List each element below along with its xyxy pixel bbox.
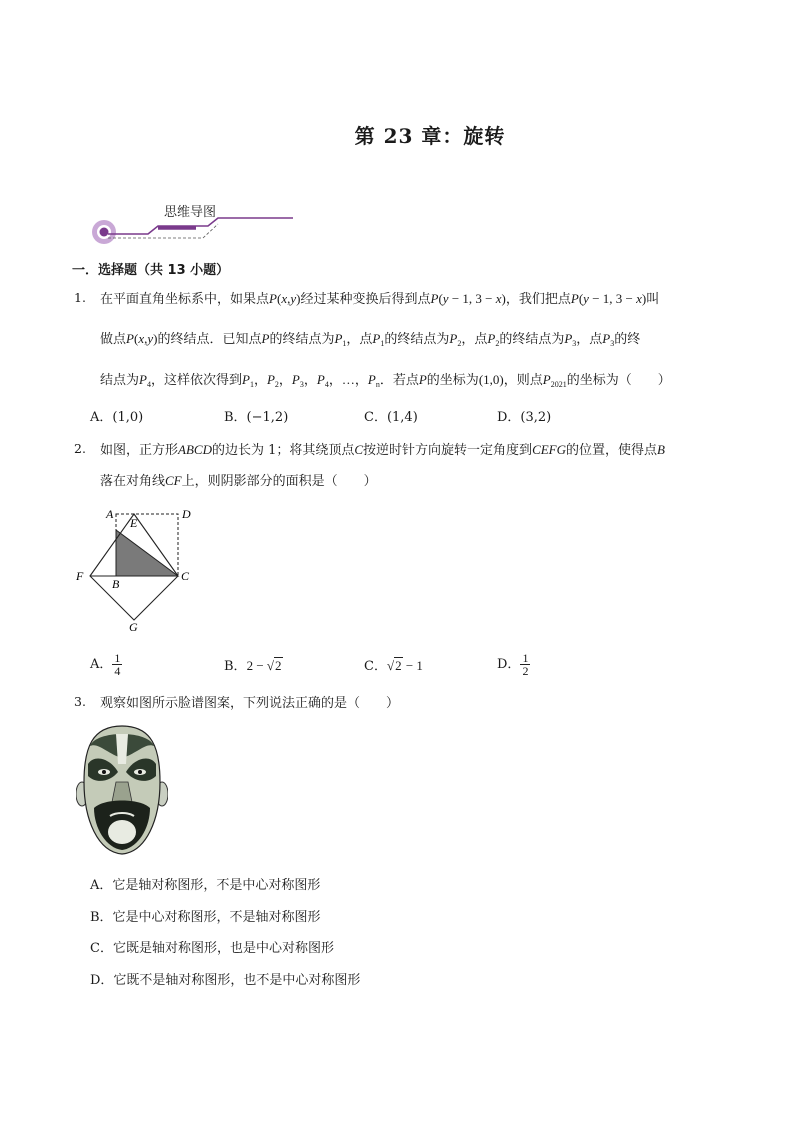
label-a: A bbox=[106, 507, 114, 521]
q1-option-a[interactable]: A．(1,0) bbox=[90, 410, 144, 425]
q2-option-c[interactable]: C．√2 − 1 bbox=[364, 658, 423, 674]
q3-text: 观察如图所示脸谱图案，下列说法正确的是（ ） bbox=[100, 696, 400, 711]
q3-option-b[interactable]: B．它是中心对称图形，不是轴对称图形 bbox=[90, 910, 321, 925]
label-d: D bbox=[182, 507, 191, 521]
question-number: 3. bbox=[74, 694, 86, 709]
q3-option-a[interactable]: A．它是轴对称图形，不是中心对称图形 bbox=[90, 878, 321, 893]
q3-option-c[interactable]: C．它既是轴对称图形，也是中心对称图形 bbox=[90, 941, 334, 956]
q2-geometry-figure bbox=[70, 500, 200, 635]
q2-line-2: 落在对角线CF上，则阴影部分的面积是（ ） bbox=[100, 473, 377, 489]
q1-option-c[interactable]: C．(1,4) bbox=[364, 410, 418, 425]
page-title: 第 23 章：旋转 bbox=[354, 124, 506, 148]
q1-option-d[interactable]: D．(3,2) bbox=[497, 410, 552, 425]
label-c: C bbox=[181, 569, 190, 583]
section-title: 一．选择题（共 13 小题） bbox=[72, 263, 230, 278]
question-number: 1. bbox=[74, 290, 86, 305]
q2-option-a[interactable]: A． $\frac{1}{4}$ bbox=[90, 651, 121, 678]
q2-line-1: 如图，正方形ABCD的边长为 1；将其绕顶点C按逆时针方向旋转一定角度到CEFG的位置，使得点B bbox=[100, 442, 665, 458]
mindmap-label: 思维导图 bbox=[164, 205, 217, 220]
question-number: 2. bbox=[74, 441, 86, 456]
label-b: B bbox=[112, 577, 120, 591]
q2-option-b[interactable]: B．2 − √2 bbox=[224, 658, 282, 674]
label-f: F bbox=[76, 569, 84, 583]
q1-line-1: 在平面直角坐标系中，如果点P(x,y)经过某种变换后得到点P(y − 1, 3 − x)，我们把点P(y − 1, 3 − x)叫 bbox=[100, 291, 660, 307]
q2-option-d[interactable]: D． $\frac{1}{2}$ bbox=[497, 651, 529, 678]
opera-mask-image bbox=[76, 724, 168, 856]
label-e: E bbox=[130, 516, 138, 530]
q1-line-3: 结点为$P_4$，这样依次得到$P_1$，$P_2$，$P_3$，$P_4$，…，$P_n$．若点P的坐标为(1,0)，则点$P_{2021}$的坐标为（ ） bbox=[100, 372, 671, 389]
q1-option-b[interactable]: B．(−1,2) bbox=[224, 410, 289, 425]
label-g: G bbox=[129, 620, 138, 634]
q3-option-d[interactable]: D．它既不是轴对称图形，也不是中心对称图形 bbox=[90, 973, 361, 988]
q1-line-2: 做点P(x,y)的终结点．已知点P的终结点为$P_1$，点$P_1$的终结点为$P_2$，点$P_2$的终结点为$P_3$，点$P_3$的终 bbox=[100, 331, 641, 348]
